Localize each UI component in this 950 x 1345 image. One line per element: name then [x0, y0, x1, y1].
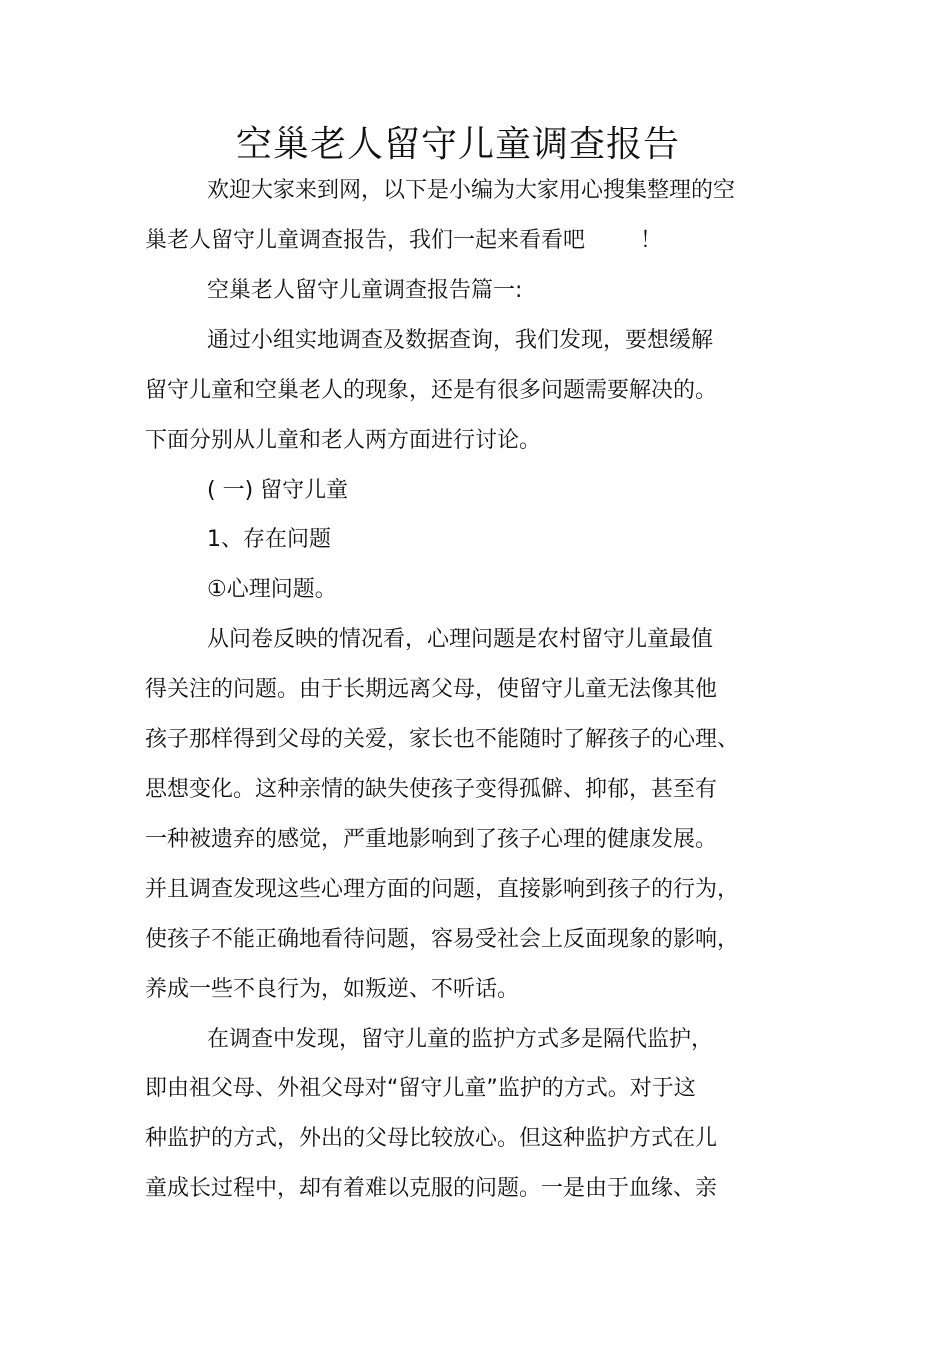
paragraph-line: 即由祖父母、外祖父母对“留守儿童”监护的方式。对于这: [145, 1076, 696, 1101]
subsection-heading: ( 一) 留守儿童: [207, 478, 349, 503]
paragraph-line: 在调查中发现，留守儿童的监护方式多是隔代监护，: [207, 1027, 714, 1052]
paragraph-line: 下面分别从儿童和老人两方面进行讨论。: [145, 428, 542, 453]
paragraph-line: 思想变化。这种亲情的缺失使孩子变得孤僻、抑郁，甚至有: [145, 777, 718, 802]
paragraph-line: 孩子那样得到父母的关爱，家长也不能随时了解孩子的心理、: [145, 727, 740, 752]
paragraph-line: 巢老人留守儿童调查报告，我们一起来看看吧 ！: [145, 228, 663, 253]
paragraph-line: 并且调查发现这些心理方面的问题，直接影响到孩子的行为，: [145, 877, 740, 902]
paragraph-line: 使孩子不能正确地看待问题，容易受社会上反面现象的影响，: [145, 927, 740, 952]
document-title: 空巢老人留守儿童调查报告: [235, 124, 680, 165]
paragraph-line: 童成长过程中，却有着难以克服的问题。一是由于血缘、亲: [145, 1176, 718, 1201]
subsection-heading: ①心理问题。: [207, 577, 337, 602]
paragraph-line: 一种被遗弃的感觉，严重地影响到了孩子心理的健康发展。: [145, 827, 718, 852]
section-heading: 空巢老人留守儿童调查报告篇一:: [207, 278, 523, 303]
paragraph-line: 从问卷反映的情况看，心理问题是农村留守儿童最值: [207, 627, 714, 652]
subsection-heading: 1、存在问题: [207, 527, 331, 552]
paragraph-line: 欢迎大家来到网，以下是小编为大家用心搜集整理的空: [207, 178, 736, 203]
paragraph-line: 养成一些不良行为，如叛逆、不听话。: [145, 977, 520, 1002]
paragraph-line: 通过小组实地调查及数据查询，我们发现，要想缓解: [207, 328, 714, 353]
paragraph-line: 种监护的方式，外出的父母比较放心。但这种监护方式在儿: [145, 1126, 718, 1151]
paragraph-line: 得关注的问题。由于长期远离父母，使留守儿童无法像其他: [145, 677, 718, 702]
paragraph-line: 留守儿童和空巢老人的现象，还是有很多问题需要解决的。: [145, 378, 718, 403]
